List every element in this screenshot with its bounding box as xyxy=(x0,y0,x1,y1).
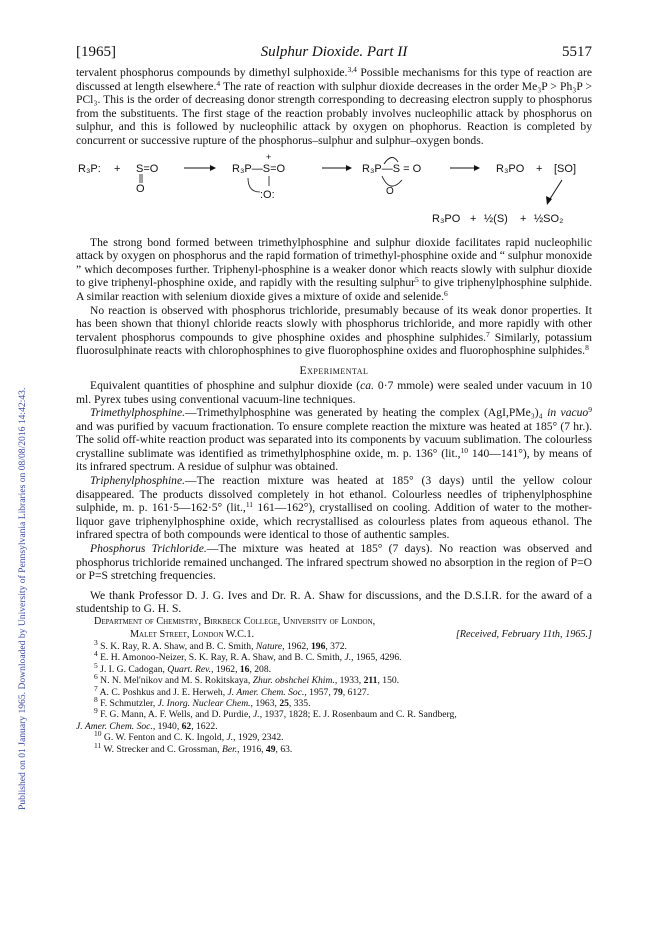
scheme-intermediate-2: R₃P—S = O xyxy=(362,162,422,175)
acknowledgement: We thank Professor D. J. G. Ives and Dr. R. A. Shaw for discussions, and the D.S.I.R. for the award of a studentship to G. H. S. xyxy=(76,588,592,616)
reference-item: $^6$ N. N. Mel'nikov and M. S. Rokitskaya, Zhur. obshchei Khim., 1933, 211, 150. xyxy=(94,672,400,687)
scheme-so2-o: O xyxy=(136,182,145,195)
experimental-triphenylphosphine: Triphenylphosphine.—The reaction mixture was heated at 185° (3 days) until the yellow colour disappeared. The products dissolved completely in hot ethanol. Colourless needles of triphenylphosphine sulphide, m. p. 161·5—162·5° (lit.,$^{11}$ 161—162°), crystallised on cooling. Addition of water to the mother-liquor gave triphenylphosphine oxide, which recrystallised as colourless plates from aqueous ethanol. The infrared spectra of both compounds were identical to those of authentic samples. xyxy=(76,474,592,542)
experimental-trimethylphosphine: Trimethylphosphine.—Trimethylphosphine was generated by heating the complex (AgI,PMe₃)₄ in vacuo$^9$ and was purified by vacuum fractionation. To ensure complete reaction the mixture was heated at 185° (7 hr.). The solid off-white reaction product was separated into its components by vacuum sublimation. The colourless crystalline sublimate was identified as trimethylphosphine oxide, m. p. 136° (lit.,$^{10}$ 140—141°), by means of its infrared spectrum. A residue of sulphur was obtained. xyxy=(76,405,592,474)
scheme-product-2-s: ½(S) xyxy=(484,212,508,225)
scheme-plus-3: + xyxy=(470,212,477,225)
paragraph-strong-bond: The strong bond formed between trimethylphosphine and sulphur dioxide facilitates rapid nucleophilic attack by oxygen on phosphorus and the rapid formation of trimethyl-phosphine oxide and “ sulphur monoxide ” which decomposes further. Triphenyl-phosphine is a weaker donor which reacts slowly with sulphur dioxide to give triphenyl-phosphine oxide, and rapidly with the resulting sulphur$^5$ to give triphenylphosphine sulphide. A similar reaction with selenium dioxide gives a mixture of oxide and selenide.$^6$ xyxy=(76,235,592,303)
scheme-r3p: R₃P: xyxy=(78,162,101,175)
scheme-product-2: R₃PO xyxy=(432,212,461,225)
department-address-line-1: Department of Chemistry, Birkbeck College, University of London, xyxy=(94,616,376,627)
header-page-number: 5517 xyxy=(562,44,592,60)
scheme-curved-arrow-1 xyxy=(248,178,260,192)
experimental-heading: Experimental xyxy=(299,363,369,377)
scheme-intermediate-1-o: :O: xyxy=(260,188,275,201)
download-notice[interactable]: Published on 01 January 1965. Downloaded by University of Pennsylvania Libraries on 08/08/2016 14:42:43. xyxy=(17,387,28,810)
reference-list xyxy=(76,638,592,755)
reaction-scheme xyxy=(76,150,592,232)
article-page xyxy=(76,44,592,755)
reference-item: $^{10}$ G. W. Fenton and C. K. Ingold, J., 1929, 2342. xyxy=(94,729,284,744)
paragraph-no-reaction: No reaction is observed with phosphorus trichloride, presumably because of its weak donor properties. It has been shown that thionyl chloride reacts slowly with phosphorus trichloride, and more rapidly with other tervalent phosphorus compounds to give phosphine oxides and phosphine sulphides.$^7$ Similarly, potassium fluorosulphinate reacts with chlorophosphines to give fluorophosphine oxides and fluorophosphine sulphides.$^8$ xyxy=(76,303,592,358)
scheme-intermediate-1: R₃P—S=O xyxy=(232,162,286,175)
reference-item: $^7$ A. C. Poshkus and J. E. Herweh, J. Amer. Chem. Soc., 1957, 79, 6127. xyxy=(94,683,370,698)
reference-item: $^3$ S. K. Ray, R. A. Shaw, and B. C. Smith, Nature, 1962, 196, 372. xyxy=(94,638,347,652)
reference-item: $^9$ F. G. Mann, A. F. Wells, and D. Purdie, J., 1937, 1828; E. J. Rosenbaum and C. R. Sandberg, xyxy=(94,706,457,721)
scheme-plus-4: + xyxy=(520,212,527,225)
header-title: Sulphur Dioxide. Part II xyxy=(260,44,408,60)
department-address-line-2: Malet Street, London W.C.1. [Received, February 11th, 1965.] xyxy=(130,628,592,640)
scheme-plus-2: + xyxy=(536,162,543,175)
scheme-product-1: R₃PO xyxy=(496,162,525,175)
reference-item-continued: J. Amer. Chem. Soc., 1940, 62, 1622. xyxy=(76,720,218,732)
intro-paragraph: tervalent phosphorus compounds by dimethyl sulphoxide.$^{3,4}$ Possible mechanisms for this type of reaction are discussed at length elsewhere.$^4$ The rate of reaction with sulphur dioxide decreases in the order Me₃P > Ph₃P > PCl₃. This is the order of decreasing donor strength corresponding to decreasing electron supply to phosphorus from the substituents. The first stage of the reaction probably involves nucleophilic attack by phosphorus on sulphur, and this is followed by nucleophilic attack by oxygen on phophorus. Reaction is completed by concurrent or successive rupture of the phosphorus–sulphur and sulphur–oxygen bonds. xyxy=(76,65,593,147)
reference-item: $^5$ J. I. G. Cadogan, Quart. Rev., 1962, 16, 208. xyxy=(94,660,272,675)
svg-text:O: O xyxy=(386,185,394,197)
scheme-plus-charge: + xyxy=(266,151,272,162)
scheme-so2-s: S=O xyxy=(136,162,159,175)
running-header xyxy=(76,44,592,66)
reaction-scheme-svg xyxy=(76,150,592,232)
experimental-intro: Equivalent quantities of phosphine and sulphur dioxide (ca. 0·7 mmole) were sealed under vacuum in 10 ml. Pyrex tubes using conventional vacuum-line techniques. xyxy=(76,378,592,406)
scheme-product-1-so: [SO] xyxy=(554,162,577,175)
scheme-plus-1: + xyxy=(114,162,121,175)
header-year: [1965] xyxy=(76,44,116,60)
download-sidebar xyxy=(6,120,28,820)
experimental-phosphorus-trichloride: Phosphorus Trichloride.—The mixture was heated at 185° (7 days). No reaction was observed and phosphorus trichloride remained unchanged. The infrared spectrum showed no absorption in the region of P=O or P=S stretching frequencies. xyxy=(76,542,592,583)
reference-item: $^{11}$ W. Strecker and C. Grossman, Ber., 1916, 49, 63. xyxy=(94,740,293,755)
received-date: [Received, February 11th, 1965.] xyxy=(455,628,592,640)
reference-item: $^4$ E. H. Amonoo-Neizer, S. K. Ray, R. A. Shaw, and B. C. Smith, J., 1965, 4296. xyxy=(94,649,402,664)
scheme-product-2-so2: ½SO₂ xyxy=(534,212,564,225)
reference-item: $^8$ F. Schmutzler, J. Inorg. Nuclear Chem., 1963, 25, 335. xyxy=(94,695,311,710)
